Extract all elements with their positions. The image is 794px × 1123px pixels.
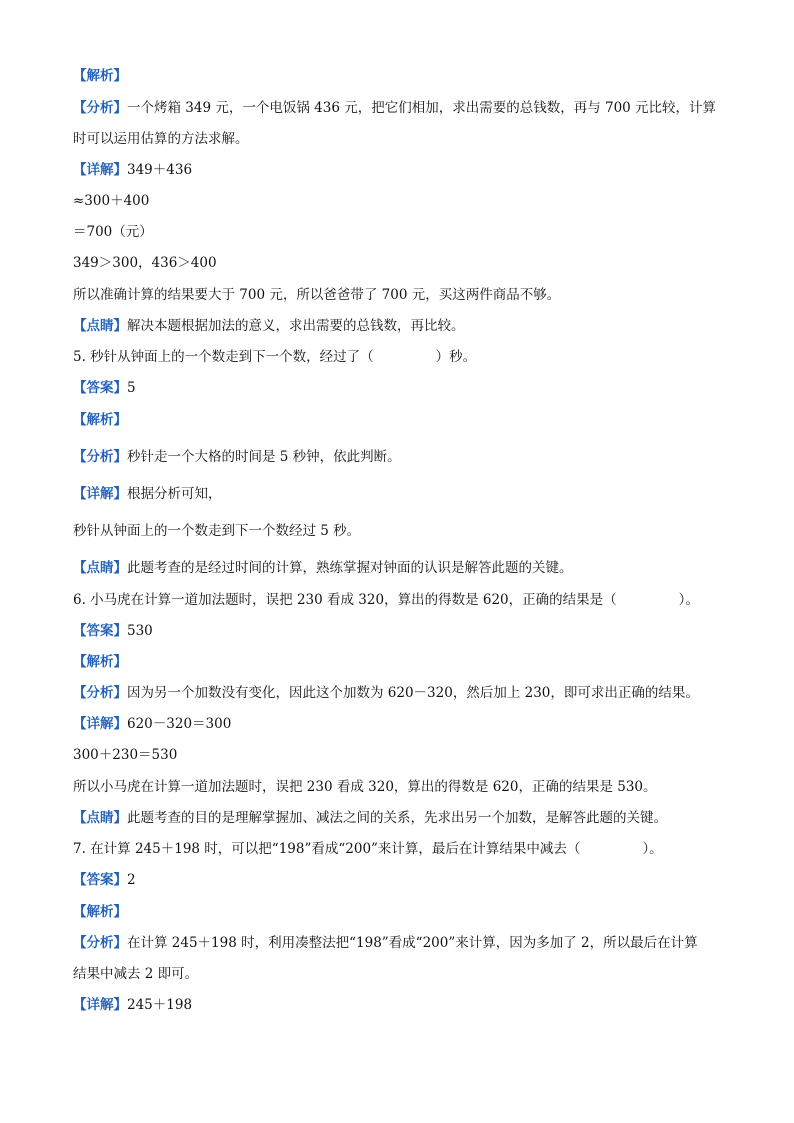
line-text: 一个烤箱 349 元，一个电饭锅 436 元，把它们相加，求出需要的总钱数，再与 700 元比较，计算 <box>127 100 717 116</box>
line-text-after: ）。 <box>678 592 699 608</box>
section-tag: 【答案】 <box>73 623 127 639</box>
text-line <box>73 66 734 86</box>
section-tag: 【点睛】 <box>73 810 127 826</box>
section-tag: 【解析】 <box>73 654 127 670</box>
text-line <box>73 777 734 797</box>
line-text: 620－320＝300 <box>127 716 232 732</box>
line-text: 7. 在计算 245＋198 时，可以把“198”看成“200”来计算，最后在计算结果中减去（ <box>73 841 581 857</box>
text-line <box>73 160 734 180</box>
question-line <box>73 590 734 610</box>
section-tag: 【详解】 <box>73 716 127 732</box>
text-line <box>73 714 734 734</box>
line-text: 结果中减去 2 即可。 <box>73 966 199 982</box>
question-line <box>73 839 734 859</box>
text-line <box>73 870 734 890</box>
line-text: 300＋230＝530 <box>73 747 178 763</box>
text-line <box>73 253 734 273</box>
line-text: 349＋436 <box>127 162 193 178</box>
text-line <box>73 484 734 504</box>
section-tag: 【分析】 <box>73 449 127 465</box>
line-text: 530 <box>127 623 153 639</box>
text-line <box>73 745 734 765</box>
text-line <box>73 964 734 984</box>
section-tag: 【详解】 <box>73 486 127 502</box>
section-tag: 【分析】 <box>73 935 127 951</box>
line-text: 秒针走一个大格的时间是 5 秒钟，依此判断。 <box>127 449 401 465</box>
line-text-after: ）秒。 <box>435 349 477 365</box>
line-text: 2 <box>127 872 136 888</box>
line-text: ≈300＋400 <box>73 193 150 209</box>
line-text: 时可以运用估算的方法求解。 <box>73 131 249 147</box>
line-text: 在计算 245＋198 时，利用凑整法把“198”看成“200”来计算，因为多加了 2，所以最后在计算 <box>127 935 698 951</box>
line-text: 根据分析可知， <box>127 486 222 502</box>
section-tag: 【分析】 <box>73 100 127 116</box>
line-text: 因为另一个加数没有变化，因此这个加数为 620－320，然后加上 230，即可求出正确的结果。 <box>127 685 699 701</box>
text-line <box>73 902 734 922</box>
text-line <box>73 521 734 541</box>
text-line <box>73 222 734 242</box>
text-line <box>73 558 734 578</box>
text-line <box>73 410 734 430</box>
section-tag: 【详解】 <box>73 997 127 1013</box>
line-text: 所以小马虎在计算一道加法题时，误把 230 看成 320，算出的得数是 620，正确的结果是 530。 <box>73 779 657 795</box>
section-tag: 【答案】 <box>73 872 127 888</box>
line-text: 349＞300，436＞400 <box>73 255 217 271</box>
line-text: 此题考查的目的是理解掌握加、减法之间的关系，先求出另一个加数，是解答此题的关键。 <box>127 810 667 826</box>
text-line <box>73 683 734 703</box>
section-tag: 【详解】 <box>73 162 127 178</box>
text-line <box>73 285 734 305</box>
text-line <box>73 447 734 467</box>
text-line <box>73 933 734 953</box>
section-tag: 【解析】 <box>73 412 127 428</box>
text-line <box>73 995 734 1015</box>
text-line <box>73 652 734 672</box>
section-tag: 【分析】 <box>73 685 127 701</box>
line-text: ＝700（元） <box>73 224 153 240</box>
section-tag: 【点睛】 <box>73 318 127 334</box>
text-line <box>73 378 734 398</box>
line-text: 此题考查的是经过时间的计算，熟练掌握对钟面的认识是解答此题的关键。 <box>127 560 573 576</box>
section-tag: 【点睛】 <box>73 560 127 576</box>
text-line <box>73 98 734 118</box>
line-text: 5. 秒针从钟面上的一个数走到下一个数，经过了（ <box>73 349 374 365</box>
line-text: 秒针从钟面上的一个数走到下一个数经过 5 秒。 <box>73 523 361 539</box>
line-text: 5 <box>127 380 136 396</box>
section-tag: 【解析】 <box>73 904 127 920</box>
section-tag: 【答案】 <box>73 380 127 396</box>
text-line <box>73 808 734 828</box>
line-text: 解决本题根据加法的意义，求出需要的总钱数，再比较。 <box>127 318 465 334</box>
line-text: 所以准确计算的结果要大于 700 元，所以爸爸带了 700 元，买这两件商品不够。 <box>73 287 561 303</box>
text-line <box>73 129 734 149</box>
line-text: 245＋198 <box>127 997 193 1013</box>
line-text-after: ）。 <box>642 841 663 857</box>
section-tag: 【解析】 <box>73 68 127 84</box>
text-line <box>73 191 734 211</box>
text-line <box>73 621 734 641</box>
line-text: 6. 小马虎在计算一道加法题时，误把 230 看成 320，算出的得数是 620，正确的结果是（ <box>73 592 617 608</box>
text-line <box>73 316 734 336</box>
question-line <box>73 347 734 367</box>
